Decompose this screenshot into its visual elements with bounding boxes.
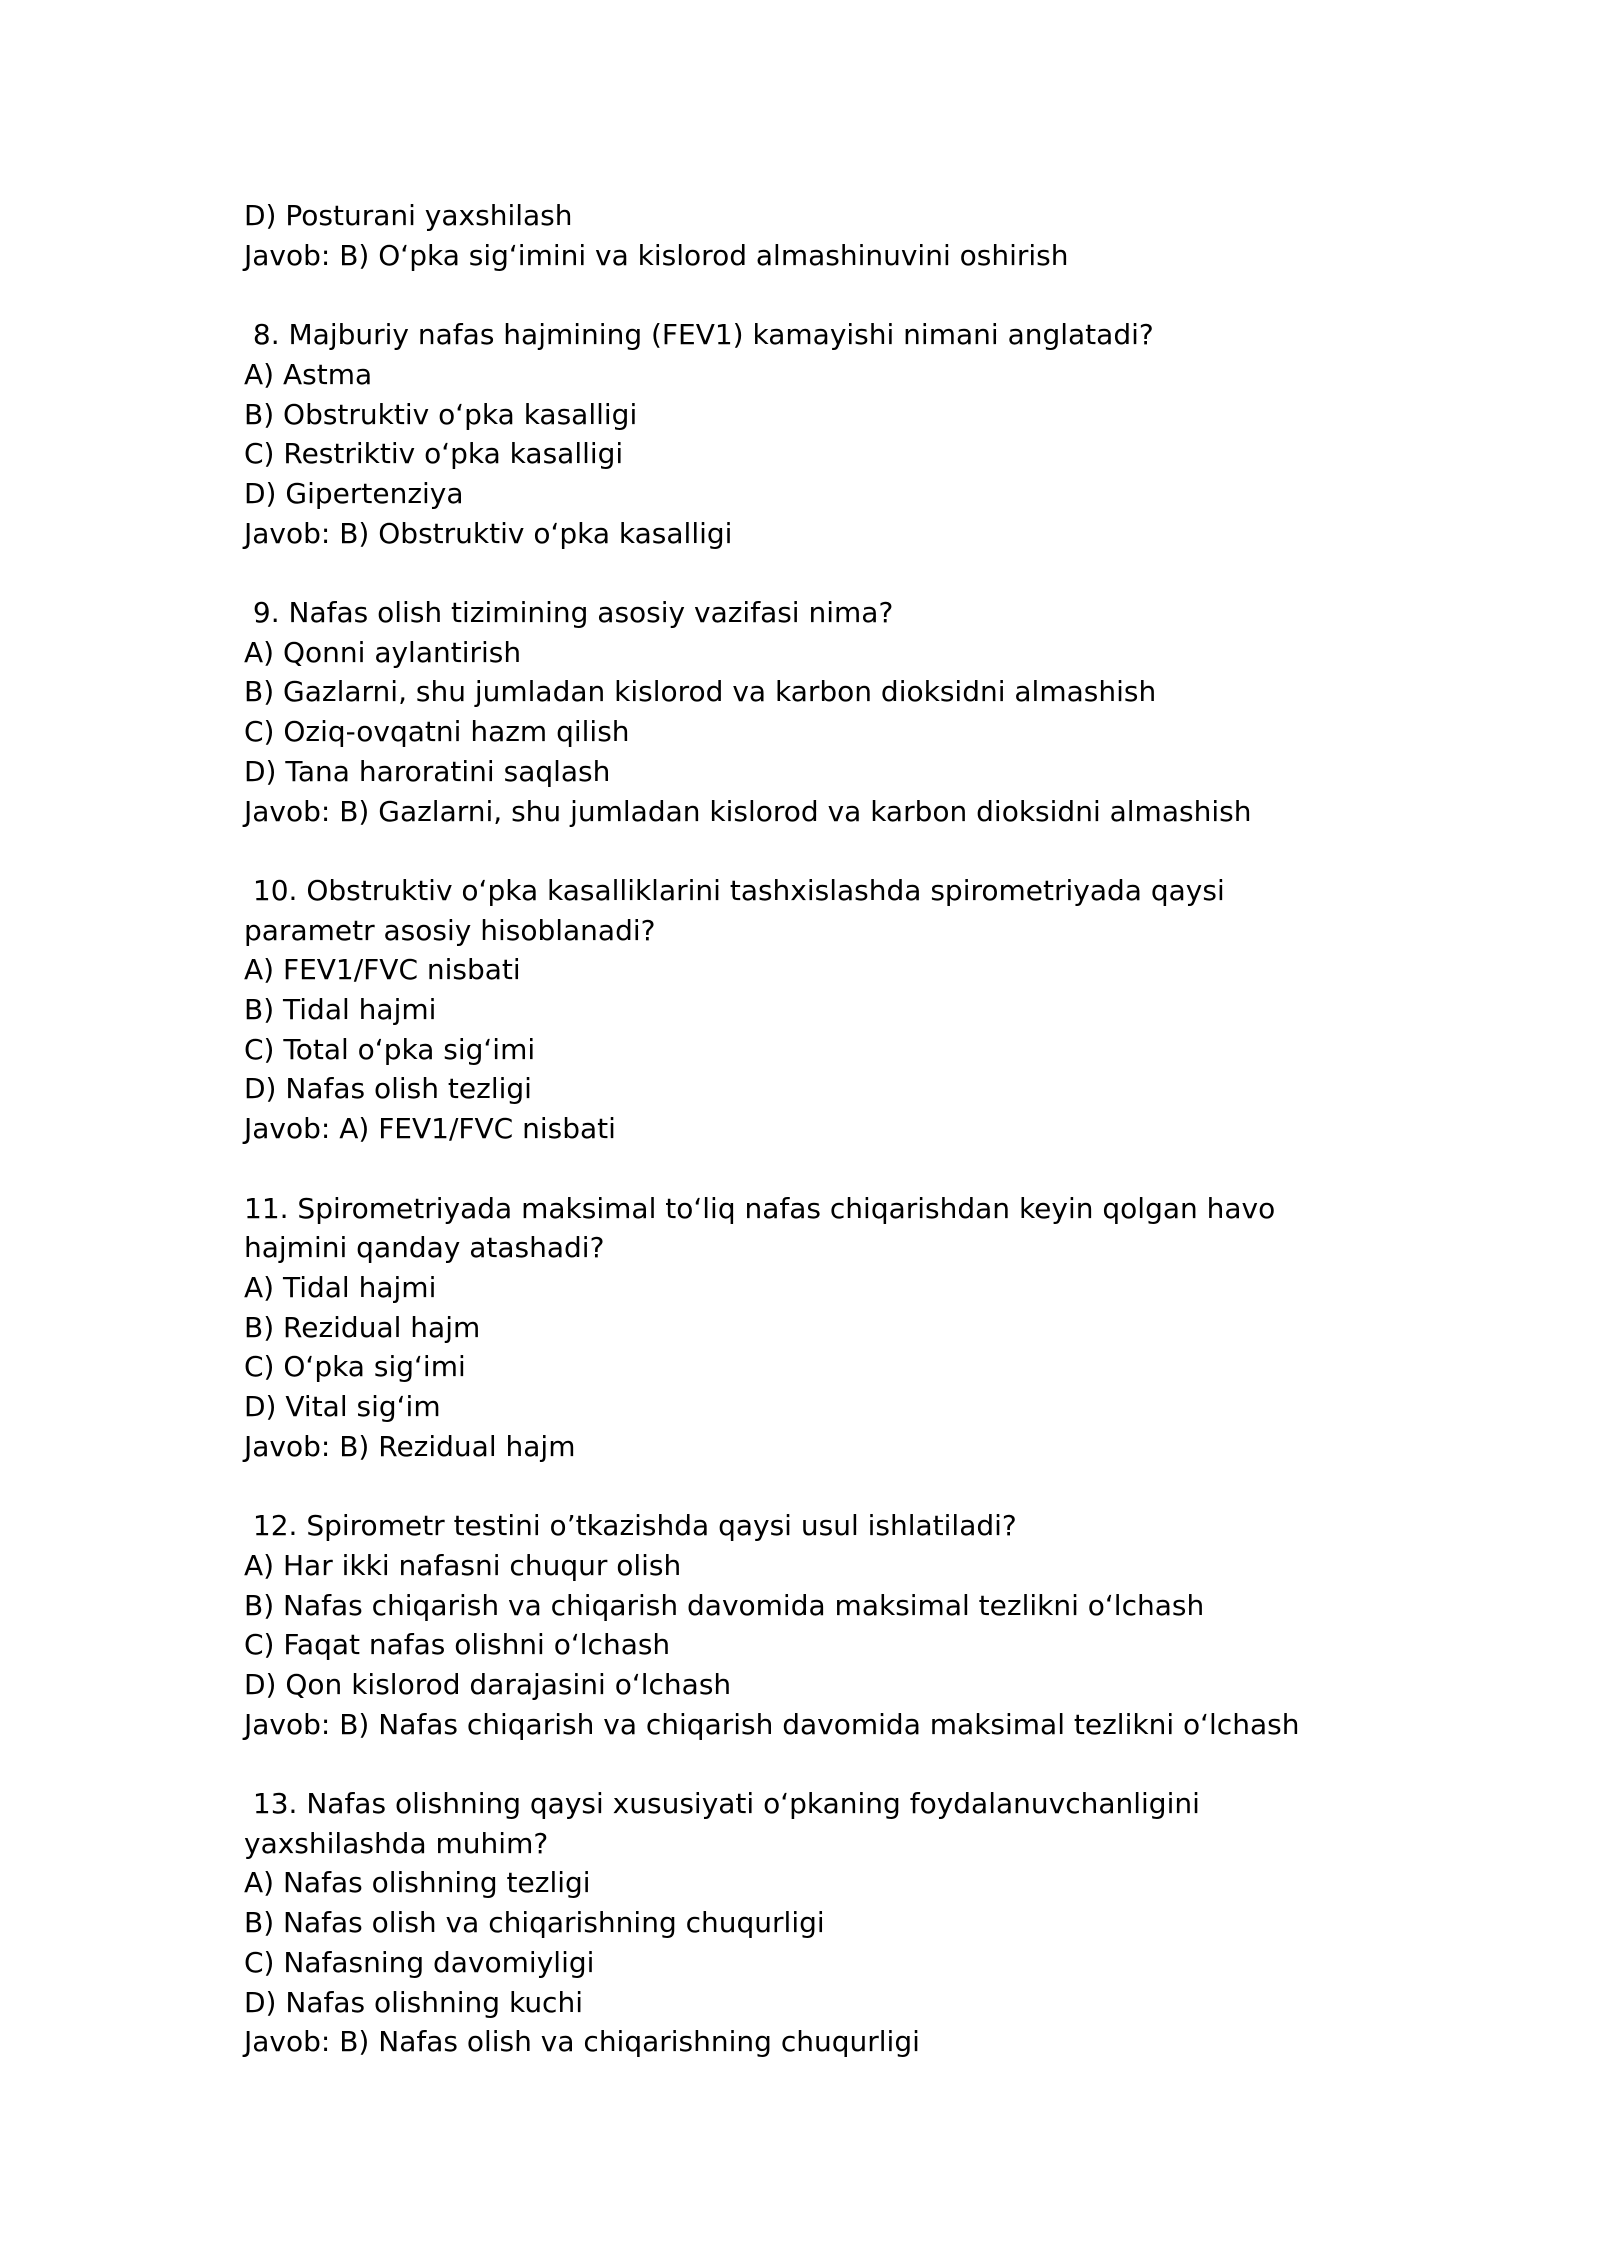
option-line: B) Gazlarni, shu jumladan kislorod va karbon dioksidni almashish — [244, 675, 1157, 709]
option-line: A) Tidal hajmi — [244, 1270, 437, 1304]
option-line: C) Restriktiv oʻpka kasalligi — [244, 437, 624, 471]
document-content — [244, 196, 1344, 2062]
answer-line: Javob: B) Nafas chiqarish va chiqarish davomida maksimal tezlikni oʻlchash — [244, 1707, 1300, 1741]
answer-line: Javob: B) Gazlarni, shu jumladan kislorod va karbon dioksidni almashish — [244, 794, 1252, 828]
answer-line: Javob: B) Nafas olish va chiqarishning chuqurligi — [244, 2025, 920, 2059]
answer-line: Javob: B) Obstruktiv oʻpka kasalligi — [244, 516, 733, 550]
question-text: 13. Nafas olishning qaysi xususiyati oʻpkaning foydalanuvchanligini yaxshilashda muhim? — [244, 1787, 1209, 1860]
option-line: A) Astma — [244, 357, 373, 391]
option-line: A) Nafas olishning tezligi — [244, 1866, 591, 1900]
option-line: A) FEV1/FVC nisbati — [244, 953, 521, 987]
question-text: 12. Spirometr testini o’tkazishda qaysi usul ishlatiladi? — [244, 1509, 1017, 1543]
option-line: B) Rezidual hajm — [244, 1310, 481, 1344]
blank-line — [244, 1466, 1344, 1506]
option-line: D) Gipertenziya — [244, 476, 464, 510]
question-text: 11. Spirometriyada maksimal toʻliq nafas chiqarishdan keyin qolgan havo hajmini qanday atashadi? — [244, 1191, 1285, 1265]
option-line: D) Nafas olishning kuchi — [244, 1985, 583, 2019]
blank-line — [244, 831, 1344, 871]
option-line: A) Qonni aylantirish — [244, 635, 522, 669]
question-text: 9. Nafas olish tizimining asosiy vazifasi nima? — [244, 596, 894, 629]
question-block — [244, 1506, 1344, 1744]
option-line: B) Nafas chiqarish va chiqarish davomida maksimal tezlikni oʻlchash — [244, 1588, 1205, 1622]
option-line: D) Vital sigʻim — [244, 1390, 441, 1424]
question-text: 10. Obstruktiv oʻpka kasalliklarini tashxislashda spirometriyada qaysi parametr asosiy hisoblanadi? — [244, 873, 1234, 947]
option-line: C) Oʻpka sigʻimi — [244, 1350, 466, 1384]
option-line: B) Nafas olish va chiqarishning chuqurligi — [244, 1906, 825, 1940]
question-block — [244, 1784, 1344, 2062]
option-line: C) Nafasning davomiyligi — [244, 1945, 595, 1979]
answer-line: Javob: B) Rezidual hajm — [244, 1429, 576, 1463]
question-block — [244, 593, 1344, 831]
option-line: B) Obstruktiv oʻpka kasalligi — [244, 397, 638, 431]
option-line: D) Posturani yaxshilash — [244, 199, 573, 232]
blank-line — [244, 275, 1344, 315]
option-line: C) Oziq-ovqatni hazm qilish — [244, 715, 630, 749]
answer-line: Javob: B) Oʻpka sigʻimini va kislorod almashinuvini oshirish — [244, 238, 1069, 272]
option-line: B) Tidal hajmi — [244, 993, 437, 1027]
option-line: D) Nafas olish tezligi — [244, 1072, 532, 1106]
option-line: C) Faqat nafas olishni oʻlchash — [244, 1628, 671, 1662]
blank-line — [244, 553, 1344, 593]
question-block — [244, 315, 1344, 553]
blank-line — [244, 1149, 1344, 1189]
option-line: D) Tana haroratini saqlash — [244, 754, 611, 788]
option-line: D) Qon kislorod darajasini oʻlchash — [244, 1667, 732, 1701]
question-block — [244, 871, 1344, 1149]
option-line: C) Total oʻpka sigʻimi — [244, 1032, 536, 1066]
answer-line: Javob: A) FEV1/FVC nisbati — [244, 1112, 616, 1146]
option-line: A) Har ikki nafasni chuqur olish — [244, 1548, 682, 1582]
question-text: 8. Majburiy nafas hajmining (FEV1) kamayishi nimani anglatadi? — [244, 318, 1154, 352]
blank-line — [244, 1744, 1344, 1784]
question-block — [244, 1189, 1344, 1467]
